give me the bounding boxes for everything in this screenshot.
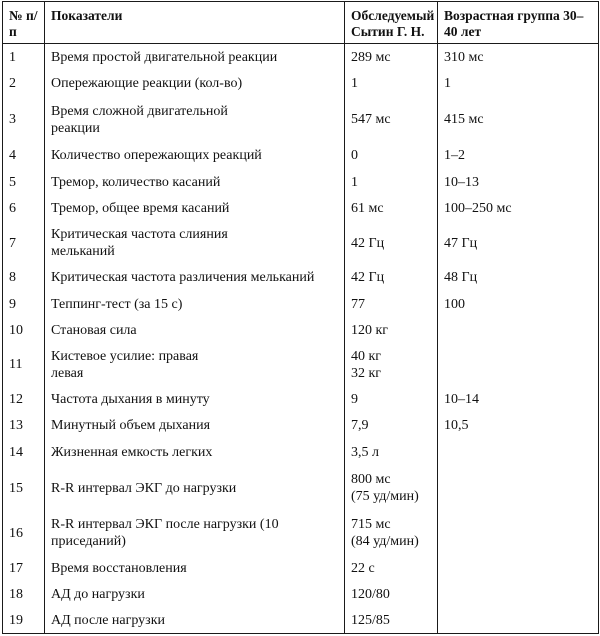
subject-value: 715 мс (84 уд/мин) — [345, 511, 438, 556]
age-group-value: 10,5 — [438, 413, 599, 439]
indicator-name: Количество опережающих реакций — [45, 143, 345, 169]
row-number: 9 — [3, 290, 45, 317]
subject-value: 120 кг — [345, 318, 438, 343]
indicator-name: Минутный объем дыхания — [45, 413, 345, 439]
subject-value: 42 Гц — [345, 265, 438, 290]
indicator-name: R-R интервал ЭКГ до нагрузки — [45, 465, 345, 511]
subject-value: 42 Гц — [345, 222, 438, 266]
table-row — [3, 582, 599, 608]
table-row — [3, 97, 599, 143]
table-row — [3, 413, 599, 439]
age-group-value: 1 — [438, 71, 599, 97]
table-row — [3, 169, 599, 195]
subject-value: 800 мс (75 уд/мин) — [345, 465, 438, 511]
row-number: 12 — [3, 386, 45, 412]
table-row — [3, 71, 599, 97]
table-row — [3, 465, 599, 511]
table-row — [3, 439, 599, 465]
age-group-value: 1–2 — [438, 143, 599, 169]
table-row — [3, 44, 599, 71]
indicator-name: Жизненная емкость легких — [45, 439, 345, 465]
subject-value: 40 кг 32 кг — [345, 343, 438, 387]
indicator-name: Тремор, общее время касаний — [45, 195, 345, 221]
header-row — [3, 2, 599, 44]
row-number: 4 — [3, 143, 45, 169]
indicator-name: АД до нагрузки — [45, 582, 345, 608]
indicator-name: Кистевое усилие: правая левая — [45, 343, 345, 387]
age-group-value — [438, 439, 599, 465]
row-number: 5 — [3, 169, 45, 195]
header-age-group: Возрастная группа 30– 40 лет — [438, 2, 599, 44]
indicator-name: Опережающие реакции (кол-во) — [45, 71, 345, 97]
table-row — [3, 555, 599, 581]
subject-value: 22 с — [345, 555, 438, 581]
indicators-table — [2, 1, 599, 634]
age-group-value: 10–13 — [438, 169, 599, 195]
table-row — [3, 608, 599, 634]
age-group-value: 100 — [438, 290, 599, 317]
indicator-name: Становая сила — [45, 318, 345, 343]
indicator-name: Время восстановления — [45, 555, 345, 581]
row-number: 8 — [3, 265, 45, 290]
table-row — [3, 343, 599, 387]
age-group-value — [438, 318, 599, 343]
age-group-value: 310 мс — [438, 44, 599, 71]
subject-value: 3,5 л — [345, 439, 438, 465]
age-group-value — [438, 582, 599, 608]
age-group-value — [438, 343, 599, 387]
header-number: № п/ п — [3, 2, 45, 44]
subject-value: 1 — [345, 169, 438, 195]
header-subject: Обследуемый Сытин Г. Н. — [345, 2, 438, 44]
row-number: 6 — [3, 195, 45, 221]
subject-value: 547 мс — [345, 97, 438, 143]
age-group-value: 48 Гц — [438, 265, 599, 290]
table-row — [3, 290, 599, 317]
indicator-name: R-R интервал ЭКГ после нагрузки (10 приседаний) — [45, 511, 345, 556]
subject-value: 9 — [345, 386, 438, 412]
indicator-name: Время сложной двигательной реакции — [45, 97, 345, 143]
row-number: 3 — [3, 97, 45, 143]
row-number: 15 — [3, 465, 45, 511]
indicator-name: Тремор, количество касаний — [45, 169, 345, 195]
indicator-name: Критическая частота слияния мельканий — [45, 222, 345, 266]
table-row — [3, 386, 599, 412]
table-row — [3, 195, 599, 221]
subject-value: 1 — [345, 71, 438, 97]
table-row — [3, 143, 599, 169]
subject-value: 61 мс — [345, 195, 438, 221]
age-group-value — [438, 608, 599, 634]
row-number: 13 — [3, 413, 45, 439]
subject-value: 0 — [345, 143, 438, 169]
header-indicators: Показатели — [45, 2, 345, 44]
row-number: 18 — [3, 582, 45, 608]
row-number: 7 — [3, 222, 45, 266]
indicator-name: Частота дыхания в минуту — [45, 386, 345, 412]
subject-value: 289 мс — [345, 44, 438, 71]
age-group-value: 415 мс — [438, 97, 599, 143]
subject-value: 7,9 — [345, 413, 438, 439]
age-group-value: 10–14 — [438, 386, 599, 412]
row-number: 11 — [3, 343, 45, 387]
row-number: 10 — [3, 318, 45, 343]
age-group-value: 47 Гц — [438, 222, 599, 266]
age-group-value — [438, 465, 599, 511]
age-group-value — [438, 555, 599, 581]
subject-value: 77 — [345, 290, 438, 317]
row-number: 16 — [3, 511, 45, 556]
indicator-name: Время простой двигательной реакции — [45, 44, 345, 71]
row-number: 14 — [3, 439, 45, 465]
indicator-name: АД после нагрузки — [45, 608, 345, 634]
row-number: 17 — [3, 555, 45, 581]
table-row — [3, 511, 599, 556]
indicator-name: Критическая частота различения мельканий — [45, 265, 345, 290]
age-group-value: 100–250 мс — [438, 195, 599, 221]
age-group-value — [438, 511, 599, 556]
row-number: 2 — [3, 71, 45, 97]
table-row — [3, 222, 599, 266]
table-row — [3, 318, 599, 343]
row-number: 1 — [3, 44, 45, 71]
subject-value: 125/85 — [345, 608, 438, 634]
table-row — [3, 265, 599, 290]
row-number: 19 — [3, 608, 45, 634]
subject-value: 120/80 — [345, 582, 438, 608]
indicator-name: Теппинг-тест (за 15 с) — [45, 290, 345, 317]
